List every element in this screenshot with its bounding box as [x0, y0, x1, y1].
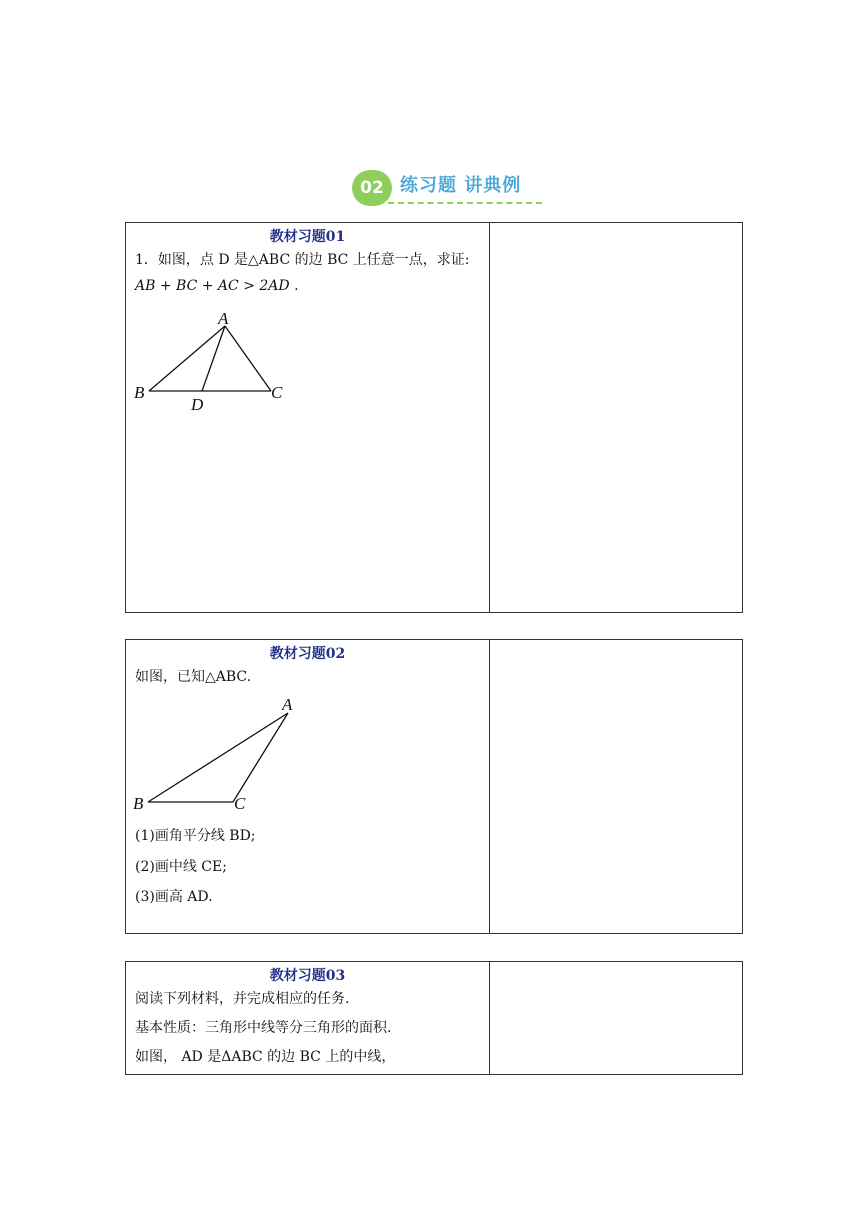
- label-c: C: [234, 794, 246, 812]
- answer-column: [489, 640, 490, 933]
- side-ac: [225, 326, 271, 391]
- side-ac: [233, 713, 288, 802]
- section-number: 02: [360, 178, 384, 198]
- section-number-badge: [352, 170, 392, 206]
- instruction: 阅读下列材料，并完成相应的任务.: [135, 991, 350, 1007]
- exercise-02: [125, 639, 743, 934]
- exercise-title: 教材习题02: [269, 646, 346, 662]
- answer-column: [489, 223, 490, 612]
- task-1: (1)画角平分线 BD;: [135, 828, 256, 844]
- exercise-title: 教材习题01: [269, 229, 346, 245]
- label-b: B: [134, 383, 145, 402]
- exercise-01: [125, 222, 743, 613]
- basic-property: 基本性质：三角形中线等分三角形的面积.: [135, 1020, 392, 1036]
- triangle-abd-figure: [126, 305, 306, 415]
- answer-column: [489, 962, 490, 1074]
- label-d: D: [191, 395, 204, 414]
- task-3: (3)画高 AD.: [135, 889, 213, 905]
- problem-statement: 1．如图，点 D 是△ABC 的边 BC 上任意一点，求证:: [135, 252, 470, 268]
- problem-statement: 如图，已知△ABC.: [135, 669, 252, 685]
- section-header: [352, 168, 552, 208]
- section-title: 练习题 讲典例: [400, 175, 522, 196]
- dashed-underline: [388, 202, 542, 204]
- task-2: (2)画中线 CE;: [135, 859, 227, 875]
- inequality-statement: AB + BC + AC > 2AD .: [135, 278, 299, 294]
- triangle-abc-figure: [126, 692, 306, 812]
- side-ab: [148, 713, 288, 802]
- label-b: B: [133, 794, 144, 812]
- label-c: C: [271, 383, 283, 402]
- exercise-title: 教材习题03: [269, 968, 346, 984]
- median-statement: 如图， AD 是ΔABC 的边 BC 上的中线，: [135, 1049, 396, 1065]
- label-a: A: [282, 695, 293, 714]
- exercise-03: [125, 961, 743, 1075]
- label-a: A: [218, 309, 229, 328]
